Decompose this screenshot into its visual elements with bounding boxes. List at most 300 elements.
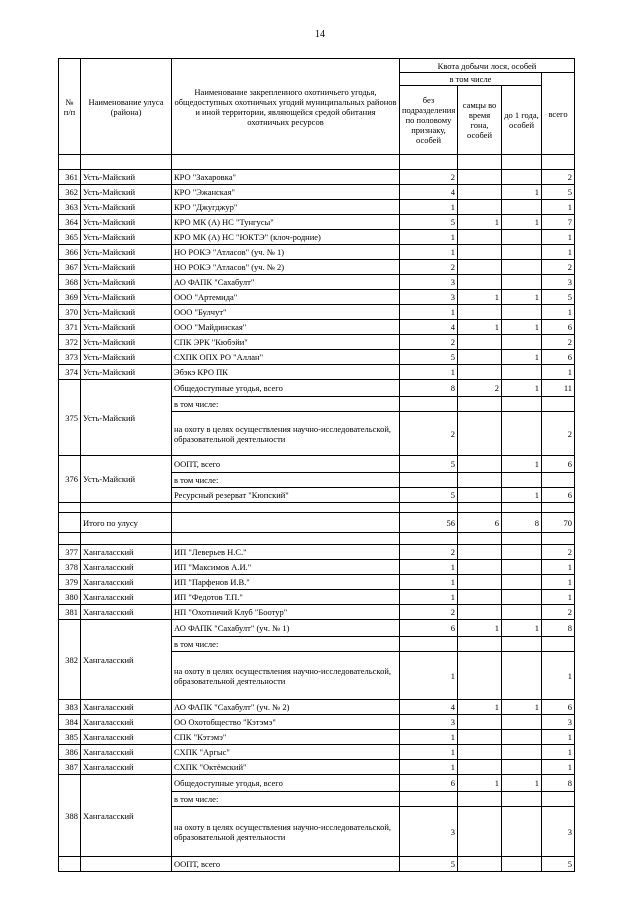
cell-nosex: 4	[400, 320, 458, 335]
cell-nosex: 5	[400, 488, 458, 503]
cell-ulus: Усть-Майский	[81, 245, 172, 260]
cell-males	[458, 730, 502, 745]
cell-ulus: Хангаласский	[81, 620, 172, 700]
cell-nosex: 5	[400, 857, 458, 872]
table-row	[59, 575, 575, 590]
table-row	[59, 215, 575, 230]
cell-ground: на охоту в целях осуществления научно-исследовательской, образовательной деятельности	[172, 652, 400, 700]
cell-males	[458, 488, 502, 503]
empty-cell	[59, 155, 81, 170]
cell-number: 364	[59, 215, 81, 230]
cell-nosex: 4	[400, 700, 458, 715]
cell-males	[458, 652, 502, 700]
table-row	[59, 620, 575, 637]
cell-ulus: Усть-Майский	[81, 185, 172, 200]
cell-nosex: 6	[400, 620, 458, 637]
cell-nosex: 3	[400, 275, 458, 290]
empty-cell	[400, 503, 458, 513]
cell-number: 376	[59, 456, 81, 503]
cell-ground: Ресурсный резерват "Кюпский"	[172, 488, 400, 503]
table-row	[59, 700, 575, 715]
cell-males	[458, 335, 502, 350]
table-row	[59, 760, 575, 775]
cell-ground: на охоту в целях осуществления научно-исследовательской, образовательной деятельности	[172, 412, 400, 456]
cell-nosex: 6	[400, 775, 458, 792]
cell-males	[458, 745, 502, 760]
cell-number: 384	[59, 715, 81, 730]
cell-ground: ООО "Артемида"	[172, 290, 400, 305]
cell-ground: НП "Охотничий Клуб "Боотур"	[172, 605, 400, 620]
cell-calves	[502, 760, 542, 775]
cell-total: 2	[542, 260, 575, 275]
cell-number	[59, 857, 81, 872]
cell-males: 1	[458, 320, 502, 335]
cell-ulus: Хангаласский	[81, 775, 172, 857]
cell-males: 1	[458, 700, 502, 715]
cell-ground: в том числе:	[172, 397, 400, 412]
cell-ulus: Хангаласский	[81, 715, 172, 730]
cell-nosex: 2	[400, 335, 458, 350]
cell-number: 363	[59, 200, 81, 215]
cell-total: 3	[542, 715, 575, 730]
cell-total: 7	[542, 215, 575, 230]
cell-ulus: Хангаласский	[81, 605, 172, 620]
cell-males: 1	[458, 775, 502, 792]
cell-calves	[502, 730, 542, 745]
cell-males	[458, 605, 502, 620]
cell-nosex: 1	[400, 652, 458, 700]
cell-nosex: 2	[400, 605, 458, 620]
cell-ulus: Усть-Майский	[81, 215, 172, 230]
cell-calves	[502, 560, 542, 575]
cell-males: 1	[458, 215, 502, 230]
empty-cell	[542, 533, 575, 545]
table-row	[59, 545, 575, 560]
cell-calves	[502, 715, 542, 730]
cell-males	[458, 473, 502, 488]
cell-nosex: 8	[400, 380, 458, 397]
cell-nosex: 3	[400, 715, 458, 730]
table-row	[59, 590, 575, 605]
cell-males	[458, 185, 502, 200]
cell-ulus: Усть-Майский	[81, 200, 172, 215]
cell-ground: ИП "Максимов А.И."	[172, 560, 400, 575]
cell-calves: 1	[502, 620, 542, 637]
cell-ground: КРО МК (А) НС "ЮКТЭ" (клоч-родние)	[172, 230, 400, 245]
cell-total: 1	[542, 730, 575, 745]
cell-ground: НО РОКЭ "Атласов" (уч. № 2)	[172, 260, 400, 275]
cell-calves: 1	[502, 320, 542, 335]
cell-males	[458, 792, 502, 807]
empty-cell	[458, 533, 502, 545]
cell-ulus: Хангаласский	[81, 560, 172, 575]
cell-total: 2	[542, 335, 575, 350]
cell-ground: ООПТ, всего	[172, 857, 400, 872]
col-males: самцы во время гона, особей	[458, 86, 502, 155]
table-row	[59, 513, 575, 533]
cell-nosex: 5	[400, 456, 458, 473]
cell-ground: ИП "Федотов Т.П."	[172, 590, 400, 605]
cell-calves: 1	[502, 456, 542, 473]
cell-calves	[502, 170, 542, 185]
cell-number: 380	[59, 590, 81, 605]
cell-calves	[502, 245, 542, 260]
cell-calves	[502, 412, 542, 456]
table-row	[59, 200, 575, 215]
cell-ground: АО ФАПК "Сахабулт" (уч. № 2)	[172, 700, 400, 715]
cell-number: 371	[59, 320, 81, 335]
cell-nosex: 2	[400, 412, 458, 456]
table-row	[59, 320, 575, 335]
cell-calves: 1	[502, 488, 542, 503]
table-row	[59, 350, 575, 365]
cell-total: 2	[542, 605, 575, 620]
cell-calves	[502, 230, 542, 245]
cell-males	[458, 200, 502, 215]
cell-males	[458, 637, 502, 652]
table-row	[59, 745, 575, 760]
table-row	[59, 715, 575, 730]
total-calves: 8	[502, 513, 542, 533]
table-row	[59, 305, 575, 320]
cell-number: 368	[59, 275, 81, 290]
cell-total: 5	[542, 290, 575, 305]
empty-cell	[400, 533, 458, 545]
cell-calves	[502, 397, 542, 412]
cell-males	[458, 260, 502, 275]
cell-males: 2	[458, 380, 502, 397]
cell-ulus: Хангаласский	[81, 700, 172, 715]
cell-total: 6	[542, 488, 575, 503]
cell-calves	[502, 260, 542, 275]
cell-total: 6	[542, 700, 575, 715]
cell-total: 6	[542, 456, 575, 473]
cell-number: 388	[59, 775, 81, 857]
cell-number: 361	[59, 170, 81, 185]
cell-ulus: Хангаласский	[81, 745, 172, 760]
cell-ground: СПК "Кэтэмэ"	[172, 730, 400, 745]
cell-nosex: 3	[400, 807, 458, 857]
empty-cell	[59, 503, 81, 513]
cell-ground: Общедоступные угодья, всего	[172, 380, 400, 397]
cell-number: 382	[59, 620, 81, 700]
cell-total: 1	[542, 230, 575, 245]
cell-total: 8	[542, 775, 575, 792]
cell-calves	[502, 792, 542, 807]
cell-ulus	[81, 857, 172, 872]
cell-nosex	[400, 637, 458, 652]
cell-calves: 1	[502, 290, 542, 305]
col-nosex: без подразделения по половому признаку, особей	[400, 86, 458, 155]
table-header	[59, 59, 575, 155]
cell-total: 1	[542, 745, 575, 760]
cell-total: 2	[542, 545, 575, 560]
col-ulus: Наименование улуса (района)	[81, 59, 172, 155]
cell-total: 1	[542, 560, 575, 575]
cell-males	[458, 350, 502, 365]
cell-calves	[502, 335, 542, 350]
cell-males	[458, 715, 502, 730]
quota-table	[58, 58, 575, 872]
cell-total: 5	[542, 185, 575, 200]
cell-calves: 1	[502, 380, 542, 397]
cell-total: 1	[542, 575, 575, 590]
table-row	[59, 365, 575, 380]
total-label: Итого по улусу	[81, 513, 172, 533]
cell-calves: 1	[502, 215, 542, 230]
empty-cell	[542, 155, 575, 170]
cell-ground: СПК ЭРК "Кюбэйи"	[172, 335, 400, 350]
cell-number: 386	[59, 745, 81, 760]
table-row	[59, 775, 575, 792]
cell-males	[458, 807, 502, 857]
cell-total: 3	[542, 275, 575, 290]
empty-cell	[172, 155, 400, 170]
cell-calves	[502, 545, 542, 560]
cell-number: 383	[59, 700, 81, 715]
cell-total: 1	[542, 365, 575, 380]
cell-total: 3	[542, 807, 575, 857]
cell-nosex: 2	[400, 545, 458, 560]
cell-ulus: Усть-Майский	[81, 260, 172, 275]
cell-total: 1	[542, 760, 575, 775]
cell-nosex: 2	[400, 260, 458, 275]
cell-ground: КРО "Эжанская"	[172, 185, 400, 200]
cell-ulus: Хангаласский	[81, 590, 172, 605]
table-row	[59, 730, 575, 745]
cell-ground: КРО "Захаровка"	[172, 170, 400, 185]
cell-ulus: Усть-Майский	[81, 320, 172, 335]
cell-calves	[502, 652, 542, 700]
cell-nosex: 1	[400, 560, 458, 575]
table-row	[59, 260, 575, 275]
page-number: 14	[315, 29, 325, 40]
cell-total: 6	[542, 350, 575, 365]
cell-nosex: 1	[400, 365, 458, 380]
empty-cell	[59, 513, 81, 533]
cell-males	[458, 545, 502, 560]
cell-ground: ООПТ, всего	[172, 456, 400, 473]
cell-males	[458, 170, 502, 185]
empty-cell	[172, 513, 400, 533]
cell-total: 1	[542, 200, 575, 215]
table-body	[59, 155, 575, 872]
table-row	[59, 155, 575, 170]
cell-ulus: Усть-Майский	[81, 365, 172, 380]
cell-nosex: 1	[400, 230, 458, 245]
cell-number: 369	[59, 290, 81, 305]
cell-ulus: Усть-Майский	[81, 170, 172, 185]
total-sum: 70	[542, 513, 575, 533]
cell-ulus: Усть-Майский	[81, 335, 172, 350]
cell-ground: АО ФАПК "Сахабулт"	[172, 275, 400, 290]
cell-number: 377	[59, 545, 81, 560]
table-row	[59, 335, 575, 350]
cell-ground: в том числе:	[172, 792, 400, 807]
cell-calves	[502, 857, 542, 872]
empty-cell	[542, 503, 575, 513]
cell-total	[542, 397, 575, 412]
cell-total	[542, 473, 575, 488]
cell-ground: Общедоступные угодья, всего	[172, 775, 400, 792]
cell-ground: ООО "Майдинская"	[172, 320, 400, 335]
cell-total: 5	[542, 857, 575, 872]
cell-ground: в том числе:	[172, 473, 400, 488]
col-total: всего	[542, 73, 575, 155]
table-row	[59, 533, 575, 545]
cell-number: 367	[59, 260, 81, 275]
cell-number: 366	[59, 245, 81, 260]
cell-number: 362	[59, 185, 81, 200]
cell-ground: СХПК "Октёмский"	[172, 760, 400, 775]
cell-males: 1	[458, 620, 502, 637]
cell-total: 1	[542, 245, 575, 260]
cell-ground: АО ФАПК "Сахабулт" (уч. № 1)	[172, 620, 400, 637]
cell-ulus: Усть-Майский	[81, 380, 172, 456]
cell-ground: КРО МК (А) НС "Тунгусы"	[172, 215, 400, 230]
cell-ulus: Усть-Майский	[81, 456, 172, 503]
cell-calves: 1	[502, 185, 542, 200]
cell-males	[458, 456, 502, 473]
col-calves: до 1 года, особей	[502, 86, 542, 155]
cell-nosex: 1	[400, 745, 458, 760]
cell-total: 1	[542, 590, 575, 605]
table-row	[59, 560, 575, 575]
cell-calves	[502, 637, 542, 652]
cell-ulus: Усть-Майский	[81, 275, 172, 290]
cell-nosex: 5	[400, 215, 458, 230]
cell-number: 372	[59, 335, 81, 350]
cell-number: 378	[59, 560, 81, 575]
cell-males	[458, 590, 502, 605]
empty-cell	[502, 503, 542, 513]
cell-males	[458, 305, 502, 320]
empty-cell	[81, 533, 172, 545]
cell-nosex: 1	[400, 305, 458, 320]
cell-nosex: 4	[400, 185, 458, 200]
cell-nosex	[400, 397, 458, 412]
cell-calves	[502, 745, 542, 760]
cell-ground: ИП "Леверьев Н.С."	[172, 545, 400, 560]
cell-males	[458, 275, 502, 290]
cell-nosex: 1	[400, 575, 458, 590]
cell-males	[458, 560, 502, 575]
col-incl: в том числе	[400, 73, 542, 86]
cell-males	[458, 857, 502, 872]
cell-number: 381	[59, 605, 81, 620]
cell-calves	[502, 200, 542, 215]
cell-nosex: 3	[400, 290, 458, 305]
cell-nosex: 1	[400, 590, 458, 605]
empty-cell	[458, 503, 502, 513]
cell-nosex: 1	[400, 730, 458, 745]
cell-ground: СХПК ОПХ РО "Аллан"	[172, 350, 400, 365]
cell-total: 8	[542, 620, 575, 637]
table-row	[59, 245, 575, 260]
table-row	[59, 170, 575, 185]
col-ground: Наименование закрепленного охотничьего угодья, общедоступных охотничьих угодий муниципальных районов и иной территории, являющейся средой обитания охотничьих ресурсов	[172, 59, 400, 155]
cell-total	[542, 637, 575, 652]
cell-ulus: Усть-Майский	[81, 230, 172, 245]
total-nosex: 56	[400, 513, 458, 533]
cell-males	[458, 760, 502, 775]
cell-males	[458, 230, 502, 245]
cell-calves	[502, 473, 542, 488]
cell-males	[458, 412, 502, 456]
table-row	[59, 503, 575, 513]
cell-ulus: Усть-Майский	[81, 305, 172, 320]
cell-nosex: 1	[400, 200, 458, 215]
cell-total	[542, 792, 575, 807]
cell-males	[458, 575, 502, 590]
col-quota: Квота добычи лося, особей	[400, 59, 575, 73]
empty-cell	[59, 533, 81, 545]
cell-nosex: 1	[400, 760, 458, 775]
cell-total: 2	[542, 170, 575, 185]
cell-ulus: Хангаласский	[81, 575, 172, 590]
cell-nosex: 5	[400, 350, 458, 365]
empty-cell	[400, 155, 458, 170]
cell-males	[458, 245, 502, 260]
cell-ulus: Усть-Майский	[81, 350, 172, 365]
cell-ground: ИП "Парфенов И.В."	[172, 575, 400, 590]
cell-ulus: Усть-Майский	[81, 290, 172, 305]
cell-total: 11	[542, 380, 575, 397]
cell-total: 6	[542, 320, 575, 335]
cell-ground: ООО "Булчут"	[172, 305, 400, 320]
cell-ground: ОО Охотобщество "Кэтэмэ"	[172, 715, 400, 730]
empty-cell	[502, 155, 542, 170]
cell-ground: НО РОКЭ "Атласов" (уч. № 1)	[172, 245, 400, 260]
cell-number: 375	[59, 380, 81, 456]
cell-calves	[502, 575, 542, 590]
cell-ground: в том числе:	[172, 637, 400, 652]
cell-calves: 1	[502, 775, 542, 792]
cell-calves: 1	[502, 350, 542, 365]
cell-nosex: 2	[400, 170, 458, 185]
cell-number: 374	[59, 365, 81, 380]
cell-calves	[502, 365, 542, 380]
table-row	[59, 185, 575, 200]
cell-calves	[502, 275, 542, 290]
cell-calves	[502, 590, 542, 605]
cell-nosex	[400, 473, 458, 488]
table-row	[59, 290, 575, 305]
cell-calves: 1	[502, 700, 542, 715]
cell-ground: Эбэкэ КРО ПК	[172, 365, 400, 380]
col-num: № п/п	[59, 59, 81, 155]
empty-cell	[172, 533, 400, 545]
table-row	[59, 857, 575, 872]
table-row	[59, 230, 575, 245]
cell-total: 1	[542, 305, 575, 320]
table-row	[59, 456, 575, 473]
cell-ground: на охоту в целях осуществления научно-исследовательской, образовательной деятельности	[172, 807, 400, 857]
cell-ulus: Хангаласский	[81, 545, 172, 560]
table-row	[59, 380, 575, 397]
empty-cell	[172, 503, 400, 513]
empty-cell	[502, 533, 542, 545]
cell-calves	[502, 305, 542, 320]
cell-number: 373	[59, 350, 81, 365]
cell-nosex: 1	[400, 245, 458, 260]
cell-calves	[502, 807, 542, 857]
cell-males: 1	[458, 290, 502, 305]
cell-number: 379	[59, 575, 81, 590]
cell-number: 385	[59, 730, 81, 745]
cell-nosex	[400, 792, 458, 807]
cell-number: 370	[59, 305, 81, 320]
